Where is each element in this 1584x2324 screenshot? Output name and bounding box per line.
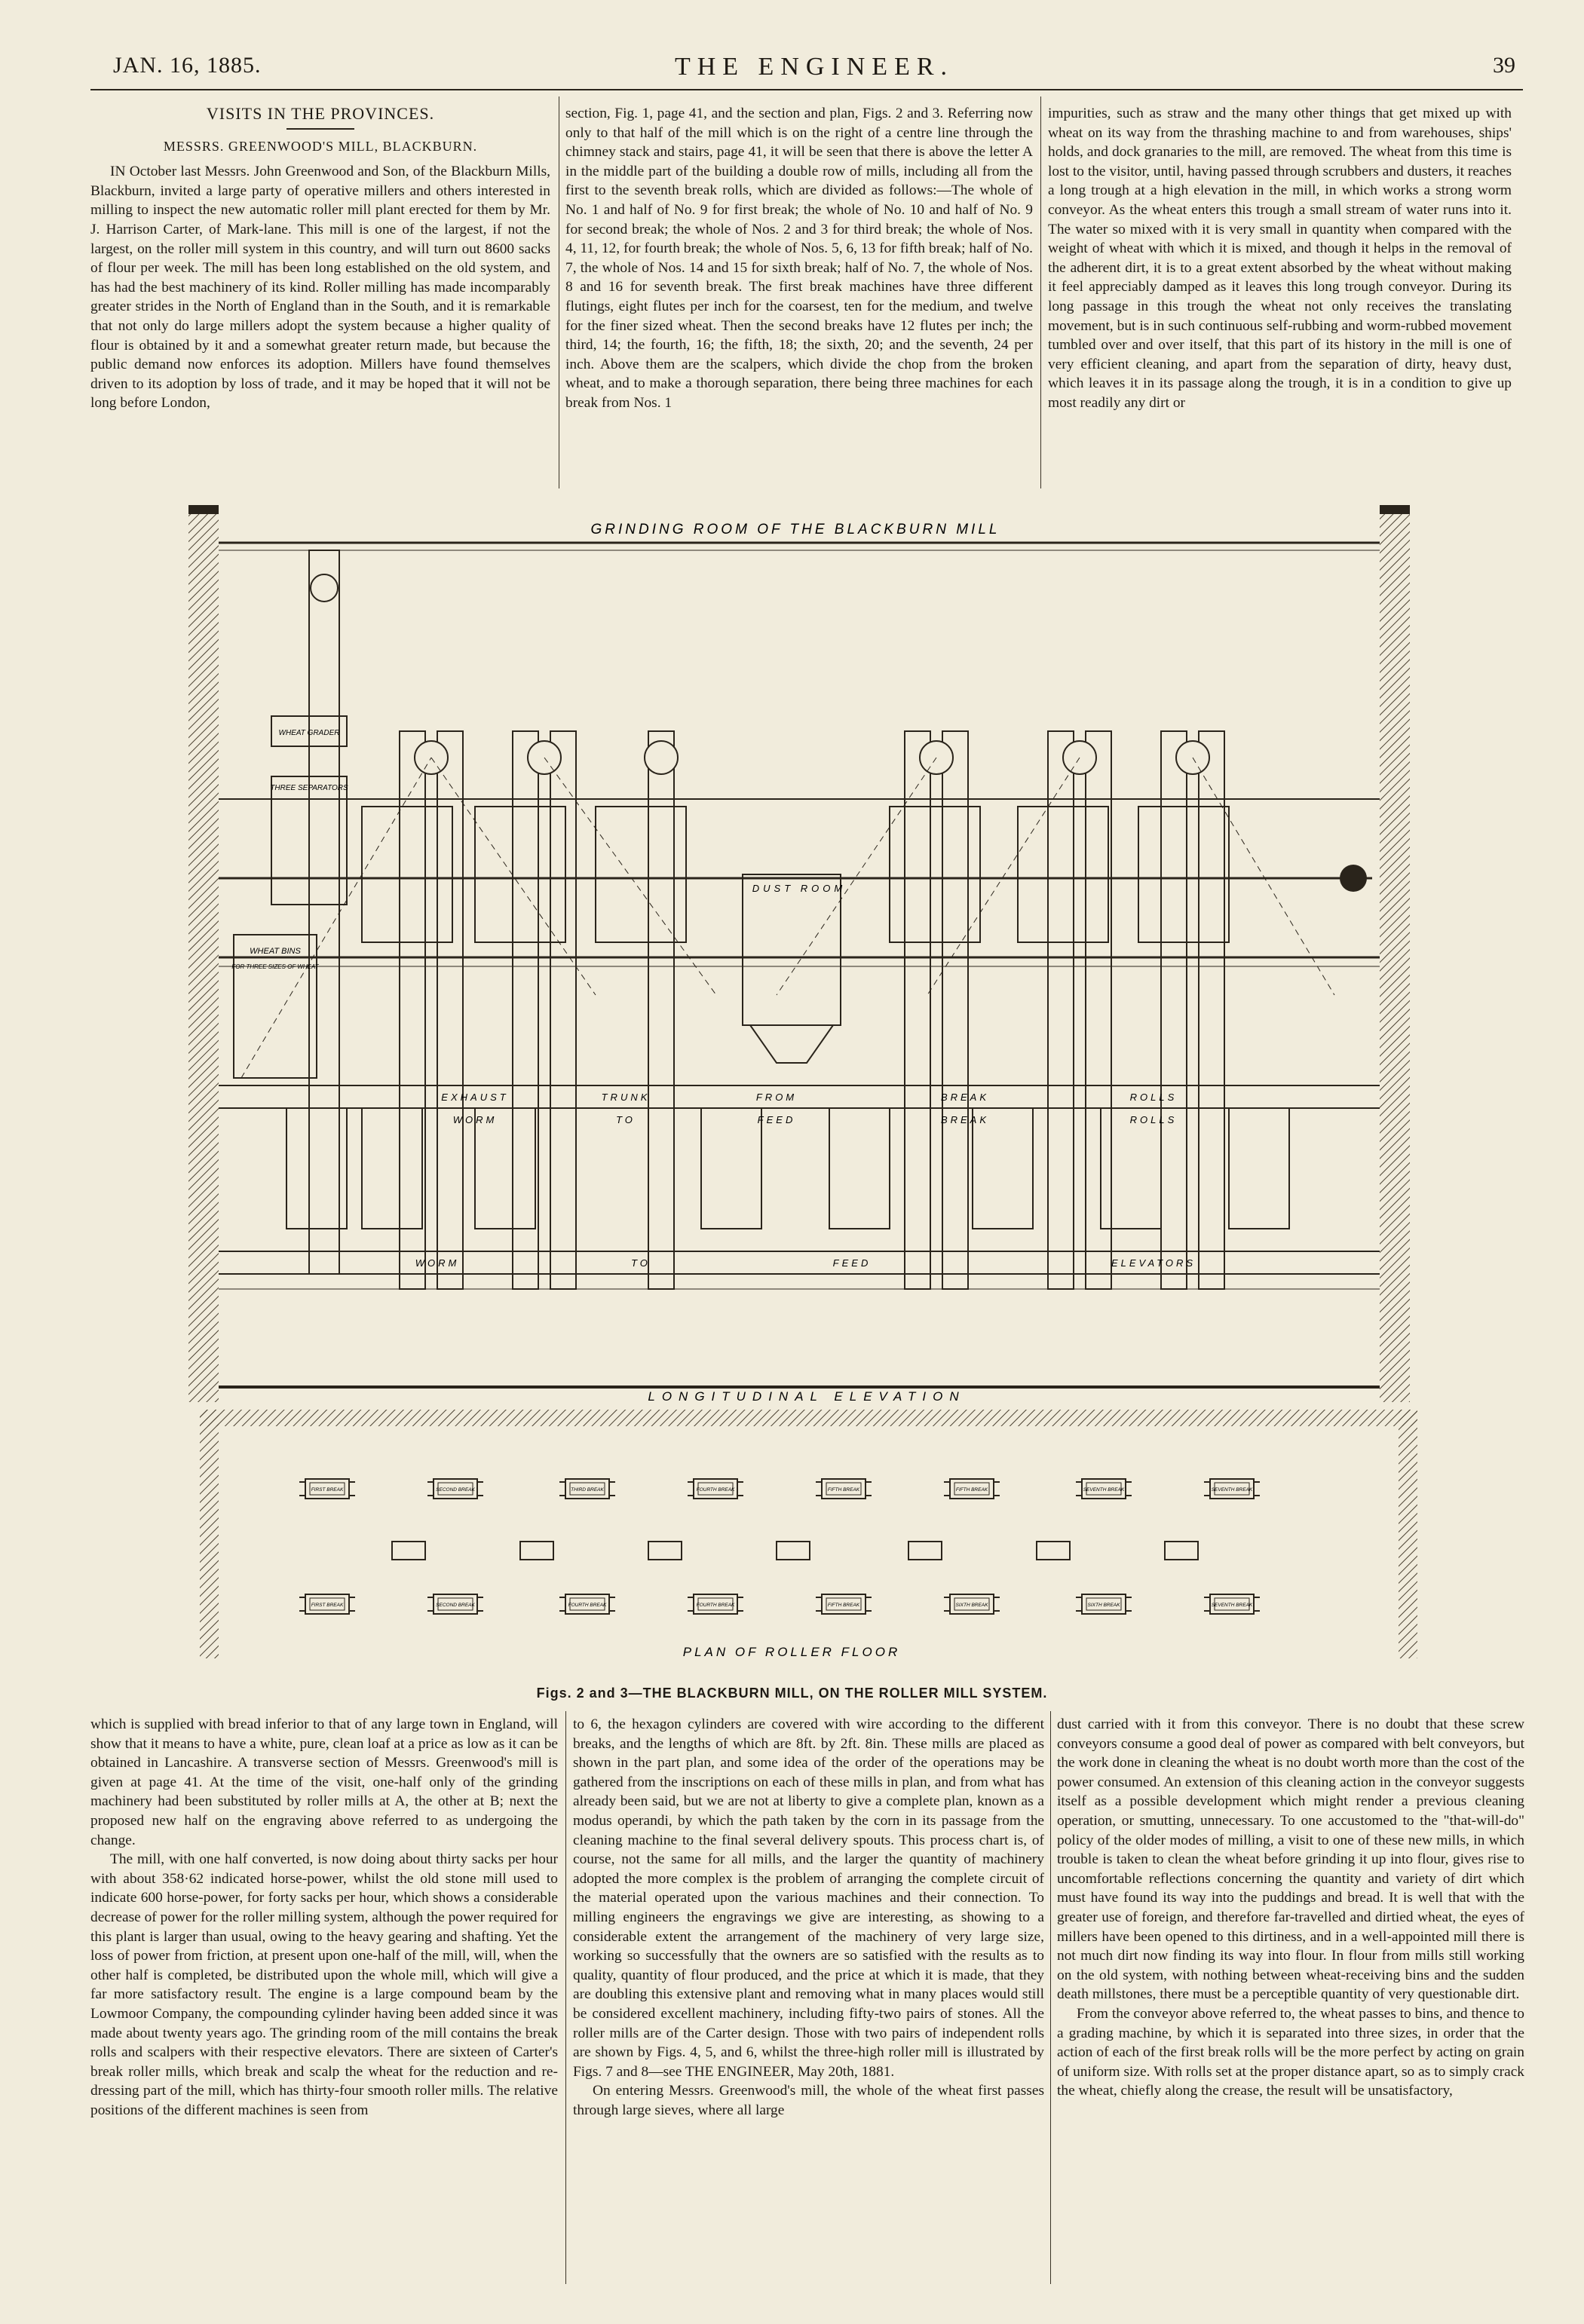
issue-date: JAN. 16, 1885. [113, 53, 262, 78]
roller-floor-plan [200, 1410, 1417, 1658]
longitudinal-elevation [188, 505, 1410, 1402]
article-heading: VISITS IN THE PROVINCES. [206, 104, 435, 123]
wheat-grader-label: WHEAT GRADER [278, 729, 340, 737]
trunk-word: BREAK [940, 1092, 990, 1103]
dust-room-label: DUST ROOM [752, 883, 847, 894]
paragraph: impurities, such as straw and the many other things that get mixed up with wheat on its way from the thrashing machine to and from warehouses, ships' holds, and dock granaries to the mill, are removed. The wheat from this time is lost to the visitor, until, having passed through scrubbers and dusters, it reaches a long trough at a high elevation in the mill, in which works a strong worm conveyor. As the wheat enters this trough a small stream of water runs into it. The water so mixed with it is very small in quantity when compared with the weight of wheat with which it is mixed, and though it helps in the removal of the adherent dirt, it is to a great extent absorbed by the wheat without making it feel appreciably damped as it leaves this long trough conveyor. During its long passage in this trough the wheat not only receives the translating movement, but is in such continuous self-rubbing and worm-rubbed movement tumbled over and over itself, that this part of its history in the mill is one of very efficient cleaning, and apart from the separation of dirty, heavy dust, which leaves it in its passage along the trough, it is in a condition to give up most readily any dirt or [1048, 106, 1512, 411]
plan-mill-label: SEVENTH BREAK [1211, 1603, 1253, 1608]
plan-mill-label: FOURTH BREAK [696, 1603, 735, 1608]
plan-mill-label: SEVENTH BREAK [1083, 1487, 1125, 1493]
plan-mill-label: FIRST BREAK [311, 1487, 344, 1493]
mill-engraving [173, 505, 1417, 1681]
top-column-3 [1048, 104, 1512, 413]
plan-mill-label: FIRST BREAK [311, 1603, 344, 1608]
bottom-column-3 [1057, 1715, 1524, 2101]
journal-title: THE ENGINEER. [674, 53, 954, 81]
plan-mill-label: FIFTH BREAK [955, 1487, 988, 1493]
column-divider [1050, 1711, 1051, 2284]
elevation-label: LONGITUDINAL ELEVATION [648, 1389, 966, 1404]
header-rule [90, 89, 1523, 90]
bottom-column-2 [573, 1715, 1044, 2120]
right-wall [1380, 505, 1410, 1402]
plan-mill-label: SIXTH BREAK [955, 1603, 988, 1608]
figure-caption: Figs. 2 and 3—THE BLACKBURN MILL, ON THE ROLLER MILL SYSTEM. [536, 1686, 1048, 1701]
column-divider [1040, 96, 1041, 488]
paragraph: The mill, with one half converted, is now doing about thirty sacks per hour with about 358·62 indicated horse-power, whilst the old stone mill used to indicate 600 horse-power, for forty sacks per hour, which shows a considerable decrease of power for the roller milling system, although the power required for this plant is larger than usual, owing to the heavy gearing and shafting. Yet the loss of power from friction, at present upon one-half of the mill, will, when the other half is completed, be distributed upon the whole mill, which will give a far more satisfactory result. The engine is a large compound beam by the Lowmoor Company, the compounding cylinder having been added since it was made about twenty years ago. The grinding room of the mill contains the break rolls and scalpers with their respective elevators. There are sixteen of Carter's break roller mills, which break and scalp the wheat for the reduction and re-dressing part of the mill, which has thirty-four smooth roller mills. The relative positions of the different machines is seen from [90, 1851, 558, 2118]
feed-word: ELEVATORS [1111, 1257, 1196, 1269]
heading-rule [286, 128, 354, 130]
top-column-2 [565, 104, 1033, 413]
column-divider [565, 1711, 566, 2284]
trunk-word: ROLLS [1129, 1092, 1178, 1103]
paragraph: section, Fig. 1, page 41, and the section and plan, Figs. 2 and 3. Referring now only to that half of the mill which is on the right of a centre line through the chimney stack and stairs, page 41, it will be seen that there is above the letter A in the middle part of the building a double row of mills, including all from the first to the seventh break rolls, which are divided as follows:—The whole of No. 1 and half of No. 9 for first break; the whole of No. 10 and half of No. 9 for second break; the whole of Nos. 2 and 3 for third break; the whole of Nos. 4, 11, 12, for fourth break; the whole of Nos. 5, 6, 13 for fifth break; half of No. 7, the whole of Nos. 14 and 15 for sixth break; half of No. 7, the whole of Nos. 8 and 16 for seventh break. The first break machines have three different flutings, eight flutes per inch for the coarsest, ten for the medium, and twelve for the finer sized wheat. Then the second breaks have 12 flutes per inch; the third, 14; the fourth, 16; the fifth, 18; the sixth, 20; and the seventh, 24 per inch. Above them are the scalpers, which divide the chop from the broken wheat, and to make a thorough separation, there being three machines for each break from Nos. 1 [565, 106, 1033, 411]
paragraph: IN October last Messrs. John Greenwood and Son, of the Blackburn Mills, Blackburn, invited a large party of operative millers and others interested in milling to inspect the new automatic roller mill plant erected for them by Mr. J. Harrison Carter, of Mark-lane. This mill is one of the largest, if not the largest, on the roller mill system in this country, and will turn out 8600 sacks of flour per week. The mill has been long established on the old system, and has had the best machinery of its kind. Roller milling has made incomparably greater strides in the North of England than in the South, and it is remarkable that not only do large millers adopt the system because a higher quality of flour is obtained by it and a somewhat greater return made, but because the public demand now enforces its adoption. Millers have found themselves driven to its adoption by loss of trade, and it may be hoped that it will not be long before London, [90, 164, 550, 412]
plan-mill-label: SECOND BREAK [436, 1603, 475, 1608]
plan-mill-label: FIFTH BREAK [827, 1487, 860, 1493]
trunk-word: FROM [755, 1092, 798, 1103]
trunk-word: TRUNK [601, 1092, 651, 1103]
grinding-room-label: GRINDING ROOM OF THE BLACKBURN MILL [590, 522, 1000, 537]
plan-mill-label: FOURTH BREAK [568, 1603, 607, 1608]
paragraph: On entering Messrs. Greenwood's mill, the whole of the wheat first passes through large sieves, where all large [573, 2083, 1044, 2118]
feed-word: FEED [832, 1257, 872, 1269]
worm-word: BREAK [940, 1114, 990, 1125]
wheat-bins-label: WHEAT BINS [250, 947, 301, 956]
plan-mill-label: SECOND BREAK [436, 1487, 475, 1493]
worm-word: TO [616, 1114, 636, 1125]
plan-mill-label: SEVENTH BREAK [1211, 1487, 1253, 1493]
trunk-word: EXHAUST [441, 1092, 509, 1103]
plan-mill-label: THIRD BREAK [571, 1487, 604, 1493]
bottom-column-1 [90, 1715, 558, 2120]
dust-room [743, 874, 841, 1025]
wheat-bins-sub-label: FOR THREE SIZES OF WHEAT [231, 963, 319, 970]
plan-mill-label: FIFTH BREAK [827, 1603, 860, 1608]
worm-word: FEED [757, 1114, 796, 1125]
paragraph: From the conveyor above referred to, the wheat passes to bins, and thence to a grading machine, by which it is separated into three sizes, in order that the action of each of the first break rolls will be the more perfect by acting on grain of uniform size. With rolls set at the proper distance apart, so as to simply crack the wheat, chiefly along the crease, the result will be unsatisfactory, [1057, 2005, 1524, 2099]
left-wall [188, 505, 219, 1402]
top-column-1 [90, 104, 550, 413]
article-subheading: MESSRS. GREENWOOD'S MILL, BLACKBURN. [163, 138, 478, 154]
feed-word: WORM [415, 1257, 460, 1269]
page-number: 39 [1493, 53, 1515, 78]
paragraph: to 6, the hexagon cylinders are covered with wire according to the different breaks, and the lengths of which are 8ft. by 2ft. 8in. These mills are placed as shown in the part plan, and some idea of the order of the operations may be gathered from the inscriptions on each of these mills in plan, and from what has already been said, but we are not at liberty to give a complete plan, known as a modus operandi, by which the path taken by the corn in its passage from the cleaning machine to the final several delivery spouts. This process chart is, of course, not the same for all mills, and the larger the quantity of machinery adopted the more complex is the problem of arranging the complete circuit of the material operated upon the various machines and their connection. To milling engineers the engravings we give are interesting, as showing to a considerable extent the arrangement of the machinery of very large size, working so successfully that the owners are so satisfied with the results as to quality, quantity of flour produced, and the price at which it is made, that they are doubling this extensive plant and removing what in many places would still be considered excellent machinery, including fifty-two pairs of stones. All the roller mills are of the Carter design. Those with two pairs of independent rolls are shown by Figs. 4, 5, and 6, whilst the three-high roller mill is illustrated by Figs. 7 and 8—see THE ENGINEER, May 20th, 1881. [573, 1716, 1044, 2080]
paragraph: which is supplied with bread inferior to that of any large town in England, will show that it means to have a white, pure, clean loaf at a price as low as it can be obtained in Lancashire. A transverse section of Messrs. Greenwood's mill is given at page 41. At the time of the visit, one-half only of the grinding machinery had been substituted by roller mills at A, the other at B; next the proposed new half on the engraving above referred to as undergoing the change. [90, 1716, 558, 1848]
feed-word: TO [631, 1257, 651, 1269]
worm-word: ROLLS [1129, 1114, 1178, 1125]
page-header [113, 53, 1515, 87]
plan-mill-label: FOURTH BREAK [696, 1487, 735, 1493]
plan-mill-label: SIXTH BREAK [1087, 1603, 1120, 1608]
plan-label: PLAN OF ROLLER FLOOR [682, 1645, 901, 1659]
separators-label: THREE SEPARATORS [270, 784, 348, 792]
worm-word: WORM [452, 1114, 498, 1125]
paragraph: dust carried with it from this conveyor. There is no doubt that these screw conveyors consume a good deal of power as compared with belt conveyors, but the work done in cleaning the wheat is no doubt worth more than the cost of the power consumed. An extension of this cleaning action in the conveyor suggests itself as a possible development which might render a previous cleaning operation, or smutting, unnecessary. To one accustomed to the "that-will-do" policy of the older modes of milling, a visit to one of these new mills, in which trouble is taken to clean the wheat before grinding it up into flour, gives rise to uncomfortable reflections concerning the quantity and variety of dirt which must have found its way into the puddings and bread. It is well that with the greater use of foreign, and therefore far-travelled and dirtied wheat, the eyes of millers have been opened to this dirtiness, and in a well-appointed mill there is not much dirt now finding its way into flour. In flour from mills still working on the old system, with nothing between wheat-receiving bins and the sudden death millstones, there must be a perceptible quantity of very questionable dirt. [1057, 1716, 1524, 2003]
